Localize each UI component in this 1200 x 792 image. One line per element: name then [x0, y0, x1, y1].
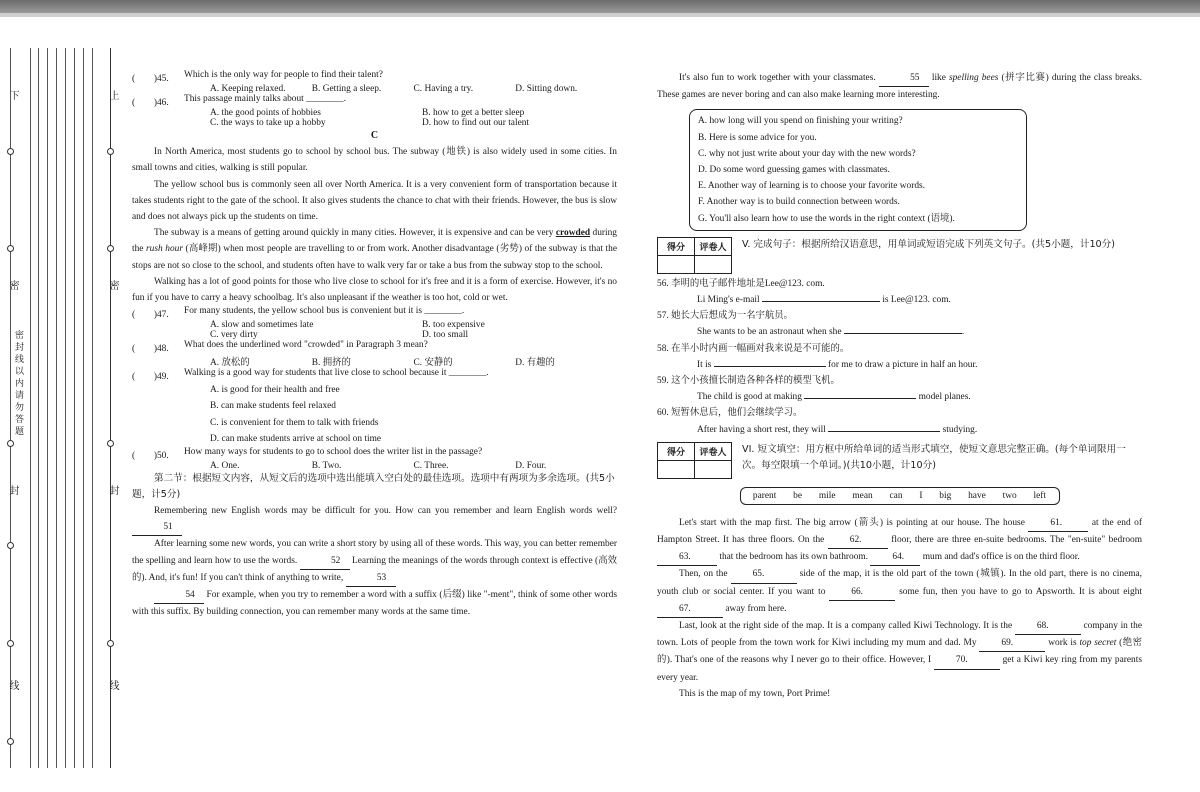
text: company in the town. Lots of people from the town work for Kiwi including my mum and dad. My: [657, 621, 1143, 649]
option-item: C. why not just write about your day with the new words?: [698, 148, 916, 159]
margin-hole: [7, 738, 14, 745]
question-49: [132, 368, 617, 382]
option[interactable]: D. how to find out our talent: [422, 118, 530, 128]
word-bank-item: I: [919, 490, 923, 501]
left-column: [132, 70, 617, 620]
text: Li Ming's e-mail: [697, 295, 760, 306]
option[interactable]: C. the ways to take up a hobby: [210, 118, 326, 128]
word-bank-item: mean: [852, 490, 873, 501]
margin-hole: [7, 148, 14, 155]
options-box: [689, 109, 1027, 230]
underlined-word: crowded: [555, 228, 591, 239]
score-table: [657, 442, 732, 479]
text: work is: [1048, 638, 1077, 649]
passage-paragraph: In North America, most students go to school by school bus. The subway (地铁) is also widely used in some cities. In small towns and cities, walking is still popular.: [132, 147, 617, 174]
italic-term: rush hour: [146, 244, 183, 255]
part-two-instructions: 第二节：根据短文内容，从短文后的选项中选出能填入空白处的最佳选项。选项中有两项为多余选项。(共5小题，计5分): [132, 473, 615, 501]
text: The subway is a means of getting around quickly in many cities. However, it is expensive and can be very: [154, 228, 554, 239]
text: away from here.: [725, 603, 787, 614]
blank-69[interactable]: 69.: [979, 635, 1045, 652]
margin-label-mi: 密: [7, 280, 18, 294]
question-number: ( )48.: [132, 344, 169, 355]
margin-line: [56, 48, 57, 768]
question-48: [132, 340, 617, 354]
word-bank: [740, 487, 1060, 505]
passage-paragraph: [132, 536, 617, 587]
option[interactable]: B. 拥挤的: [311, 358, 351, 369]
passage-paragraph: [657, 515, 1142, 567]
option-item: F. Another way is to build connection between words.: [698, 197, 900, 208]
sentence-56-cn: 56. 李明的电子邮件地址是Lee@123. com.: [657, 278, 825, 289]
blank-54[interactable]: 54: [154, 587, 204, 604]
text: She wants to be an astronaut when she: [697, 327, 842, 338]
sentence-57-cn: 57. 她长大后想成为一名宇航员。: [657, 311, 793, 322]
option[interactable]: B. Two.: [311, 461, 342, 472]
passage-paragraph: [657, 70, 1142, 103]
question-number: ( )45.: [132, 74, 169, 84]
blank-62[interactable]: 62.: [828, 532, 888, 549]
text: for me to draw a picture in half an hour.: [828, 359, 978, 370]
options-46: [132, 108, 617, 128]
question-text: What does the underlined word "crowded" in Paragraph 3 mean?: [184, 340, 428, 351]
option[interactable]: D. 有趣的: [515, 358, 555, 369]
question-text: Walking is a good way for students that live close to school because it ________.: [184, 368, 489, 379]
option-item: D. Do some word guessing games with classmates.: [698, 165, 890, 176]
passage-paragraph: [657, 566, 1142, 618]
margin-label-down: 下: [7, 90, 18, 104]
margin-line: [10, 48, 11, 768]
question-number: ( )49.: [132, 372, 169, 383]
text: .: [961, 327, 965, 338]
section-v-header: [657, 237, 1142, 274]
text: (绝密的). That's one of the reasons why I never go to their office. However, I: [657, 638, 1143, 666]
question-text: How many ways for students to go to school does the writer list in the passage?: [184, 447, 483, 458]
text: during the: [132, 228, 617, 255]
option-item: B. Here is some advice for you.: [698, 132, 817, 143]
option[interactable]: D. can make students arrive at school on time: [210, 433, 382, 444]
option-item: E. Another way of learning is to choose your favorite words.: [698, 181, 926, 192]
score-label: 得分: [658, 237, 695, 255]
section-c-heading: C: [370, 130, 379, 141]
margin-hole: [107, 148, 114, 155]
margin-line: [30, 48, 31, 768]
passage-paragraph: [132, 225, 617, 274]
margin-label-xian: 线: [107, 680, 118, 694]
margin-line: [92, 48, 93, 768]
grader-cell[interactable]: [695, 255, 732, 273]
word-bank-item: mile: [818, 490, 836, 501]
passage-paragraph: This is the map of my town, Port Prime!: [679, 688, 831, 699]
option[interactable]: B. can make students feel relaxed: [210, 401, 336, 412]
margin-hole: [107, 440, 114, 447]
text: It is: [697, 359, 712, 370]
text: Last, look at the right side of the map. It is a company called Kiwi Technology. It is the: [679, 621, 1013, 632]
sentence-56-en: [657, 292, 1142, 308]
option[interactable]: D. Four.: [515, 461, 547, 472]
sentence-57-en: [657, 324, 1142, 340]
sentence-60-en: [657, 422, 1142, 438]
binding-margin: [0, 30, 125, 780]
italic-term: spelling bees: [948, 73, 999, 83]
scan-top-shadow: [0, 13, 1200, 17]
word-bank-item: left: [1033, 490, 1047, 501]
question-number: ( )50.: [132, 451, 169, 462]
margin-line: [38, 48, 39, 768]
option[interactable]: C. Three.: [413, 461, 449, 472]
text: model planes.: [918, 392, 971, 403]
options-47: [132, 320, 617, 340]
blank-56[interactable]: [762, 301, 880, 302]
margin-line: [74, 48, 75, 768]
question-text: For many students, the yellow school bus is convenient but it is ________.: [184, 306, 465, 317]
margin-line: [47, 48, 48, 768]
option[interactable]: A. One.: [210, 461, 240, 472]
word-bank-item: be: [793, 490, 803, 501]
margin-label-mi: 密: [107, 280, 118, 294]
options-50: [132, 461, 617, 471]
margin-label-up: 上: [107, 90, 118, 104]
text: It's also fun to work together with your classmates.: [679, 73, 876, 83]
sentence-59-cn: 59. 这个小孩擅长制造各种各样的模型飞机。: [657, 376, 840, 387]
blank-64[interactable]: 64.: [870, 549, 920, 566]
option[interactable]: B. how to get a better sleep: [422, 108, 525, 118]
text: at the end of Hampton Street. It has three floors. On the: [657, 517, 1142, 546]
blank-63[interactable]: 63.: [657, 549, 717, 566]
option[interactable]: C. Having a try.: [413, 84, 474, 94]
text: Learning the meanings of the words through context is effective (高效的). And, it's fun! If you can't think of anything to write,: [132, 555, 618, 583]
scan-top-bar: [0, 0, 1200, 13]
text: Let's start with the map first. The big arrow (箭头) is pointing at our house. The house: [679, 517, 1025, 528]
margin-label-feng: 封: [107, 485, 118, 499]
question-50: [132, 447, 617, 461]
section-vi-instructions: VI. 短文填空：用方框中所给单词的适当形式填空，使短文意思完整正确。(每个单词限用一次。每空限填一个单词。)(共10小题，计10分): [742, 443, 1126, 471]
margin-hole: [107, 640, 114, 647]
option[interactable]: D. Sitting down.: [515, 84, 578, 94]
blank-59[interactable]: [804, 398, 916, 399]
option[interactable]: A. Keeping relaxed.: [210, 84, 286, 94]
blank-70[interactable]: 70.: [934, 652, 1000, 669]
option-item: A. how long will you spend on finishing your writing?: [698, 116, 903, 127]
passage-paragraph: [657, 618, 1142, 686]
margin-hole: [7, 440, 14, 447]
cut-line: [110, 48, 111, 768]
blank-52[interactable]: 52: [300, 553, 350, 570]
passage-paragraph: [132, 503, 617, 536]
margin-hole: [7, 640, 14, 647]
score-cell[interactable]: [658, 460, 695, 478]
word-bank-item: can: [889, 490, 903, 501]
text: that the bedroom has its own bathroom.: [719, 552, 869, 563]
question-45: [132, 70, 617, 84]
option[interactable]: C. is convenient for them to talk with friends: [210, 417, 379, 428]
question-46: [132, 94, 617, 108]
sentence-58-en: [657, 357, 1142, 373]
margin-hole: [107, 245, 114, 252]
option[interactable]: B. Getting a sleep.: [311, 84, 382, 94]
blank-55[interactable]: 55: [879, 70, 929, 87]
text: studying.: [942, 424, 978, 435]
blank-60[interactable]: [828, 431, 940, 432]
right-column: [657, 70, 1142, 702]
option[interactable]: A. slow and sometimes late: [210, 320, 314, 331]
blank-65[interactable]: 65.: [731, 566, 797, 583]
grader-label: 评卷人: [695, 237, 732, 255]
option[interactable]: B. too expensive: [422, 320, 485, 331]
margin-hole: [7, 542, 14, 549]
text: (高峰期) when most people are travelling to or from work. Another disadvantage (劣势) of the subway is that the stops are not so close to the school, and students often have to walk very far or take a bus from the subway stop to the school.: [132, 244, 618, 271]
question-text: This passage mainly talks about ________.: [184, 94, 346, 104]
score-label: 得分: [658, 442, 695, 460]
sentence-60-cn: 60. 短暂休息后，他们会继续学习。: [657, 408, 803, 419]
margin-hole: [7, 245, 14, 252]
sentence-58-cn: 58. 在半小时内画一幅画对我来说是不可能的。: [657, 343, 850, 354]
text: is Lee@123. com.: [882, 295, 951, 306]
word-bank-item: parent: [752, 490, 777, 501]
word-bank-item: have: [968, 490, 986, 501]
blank-53[interactable]: 53: [346, 570, 396, 587]
options-48: [132, 354, 617, 368]
margin-line: [83, 48, 84, 768]
blank-61[interactable]: 61.: [1028, 515, 1088, 532]
text: (拼字比赛) during the class breaks. These games are never boring and can also make learning more interesting.: [657, 73, 1142, 101]
margin-label-xian: 线: [7, 680, 18, 694]
options-45: [132, 84, 617, 94]
option[interactable]: A. 放松的: [210, 358, 250, 369]
blank-51[interactable]: 51: [132, 519, 182, 536]
margin-label-feng: 封: [7, 485, 18, 499]
blank-57[interactable]: [844, 333, 962, 334]
grader-label: 评卷人: [695, 442, 732, 460]
option[interactable]: C. 安静的: [413, 358, 453, 369]
option[interactable]: C. very dirty: [210, 330, 258, 341]
grader-cell[interactable]: [695, 460, 732, 478]
text: side of the map, it is the old part of the town (城镇). In the old part, there is no cinema, youth club or social center. If you want to: [657, 569, 1143, 597]
text: mum and dad's office is on the third floor.: [922, 552, 1080, 563]
sentence-59-en: [657, 389, 1142, 405]
section-v-instructions: V. 完成句子：根据所给汉语意思，用单词或短语完成下列英文句子。(共5小题，计10分): [742, 238, 1116, 250]
options-49: [132, 382, 617, 447]
option-item: G. You'll also learn how to use the words in the right context (语境).: [698, 213, 955, 224]
text: Then, on the: [679, 569, 728, 580]
word-bank-item: big: [939, 490, 952, 501]
text: floor, there are three en-suite bedrooms. The "en-suite" bedroom: [891, 535, 1142, 546]
text: After learning some new words, you can write a short story by using all of these words. This way, you can better remember the spelling and learn how to use the words.: [132, 539, 617, 566]
italic-term: top secret: [1079, 638, 1117, 649]
question-number: ( )46.: [132, 98, 169, 108]
margin-line: [65, 48, 66, 768]
question-text: Which is the only way for people to find their talent?: [184, 70, 383, 80]
blank-66[interactable]: 66.: [829, 584, 895, 601]
word-bank-item: two: [1002, 490, 1017, 501]
passage-paragraph: [132, 587, 617, 620]
question-47: [132, 306, 617, 320]
text: After having a short rest, they will: [697, 424, 826, 435]
blank-67[interactable]: 67.: [657, 601, 723, 618]
text: The child is good at making: [697, 392, 802, 403]
text: For example, when you try to remember a word with a suffix (后缀) like "-ment", think of some other words with this suffix. By building connection, you can remember many words at the same time.: [132, 590, 618, 618]
blank-68[interactable]: 68.: [1015, 618, 1081, 635]
section-vi-header: [657, 442, 1142, 479]
text: like: [931, 73, 946, 83]
option[interactable]: A. the good points of hobbies: [210, 108, 321, 118]
question-number: ( )47.: [132, 310, 169, 321]
margin-seal-notice: 密封线以内请勿答题: [14, 330, 24, 438]
blank-58[interactable]: [714, 366, 826, 367]
passage-paragraph: The yellow school bus is commonly seen all over North America. It is a very convenient form of transportation because it takes students right to the gate of the school. It also gives students the chance to chat with their friends. However, the bus is slow and does not always pick up the students on time.: [132, 179, 617, 223]
text: some fun, then you have to go to Apsworth. It is about eight: [899, 586, 1143, 597]
score-cell[interactable]: [658, 255, 695, 273]
passage-paragraph: Walking has a lot of good points for those who live close to school for it's free and it is a form of exercise. However, it's no fun if you have to carry a heavy schoolbag. It's also unpleasant if the weather is too hot, cold or wet.: [132, 276, 617, 304]
score-table: [657, 237, 732, 274]
text: Remembering new English words may be difficult for you. How can you remember and learn English words well?: [154, 506, 617, 517]
option[interactable]: A. is good for their health and free: [210, 385, 340, 396]
option[interactable]: D. too small: [422, 330, 469, 341]
text: get a Kiwi key ring from my parents every year.: [657, 655, 1143, 683]
